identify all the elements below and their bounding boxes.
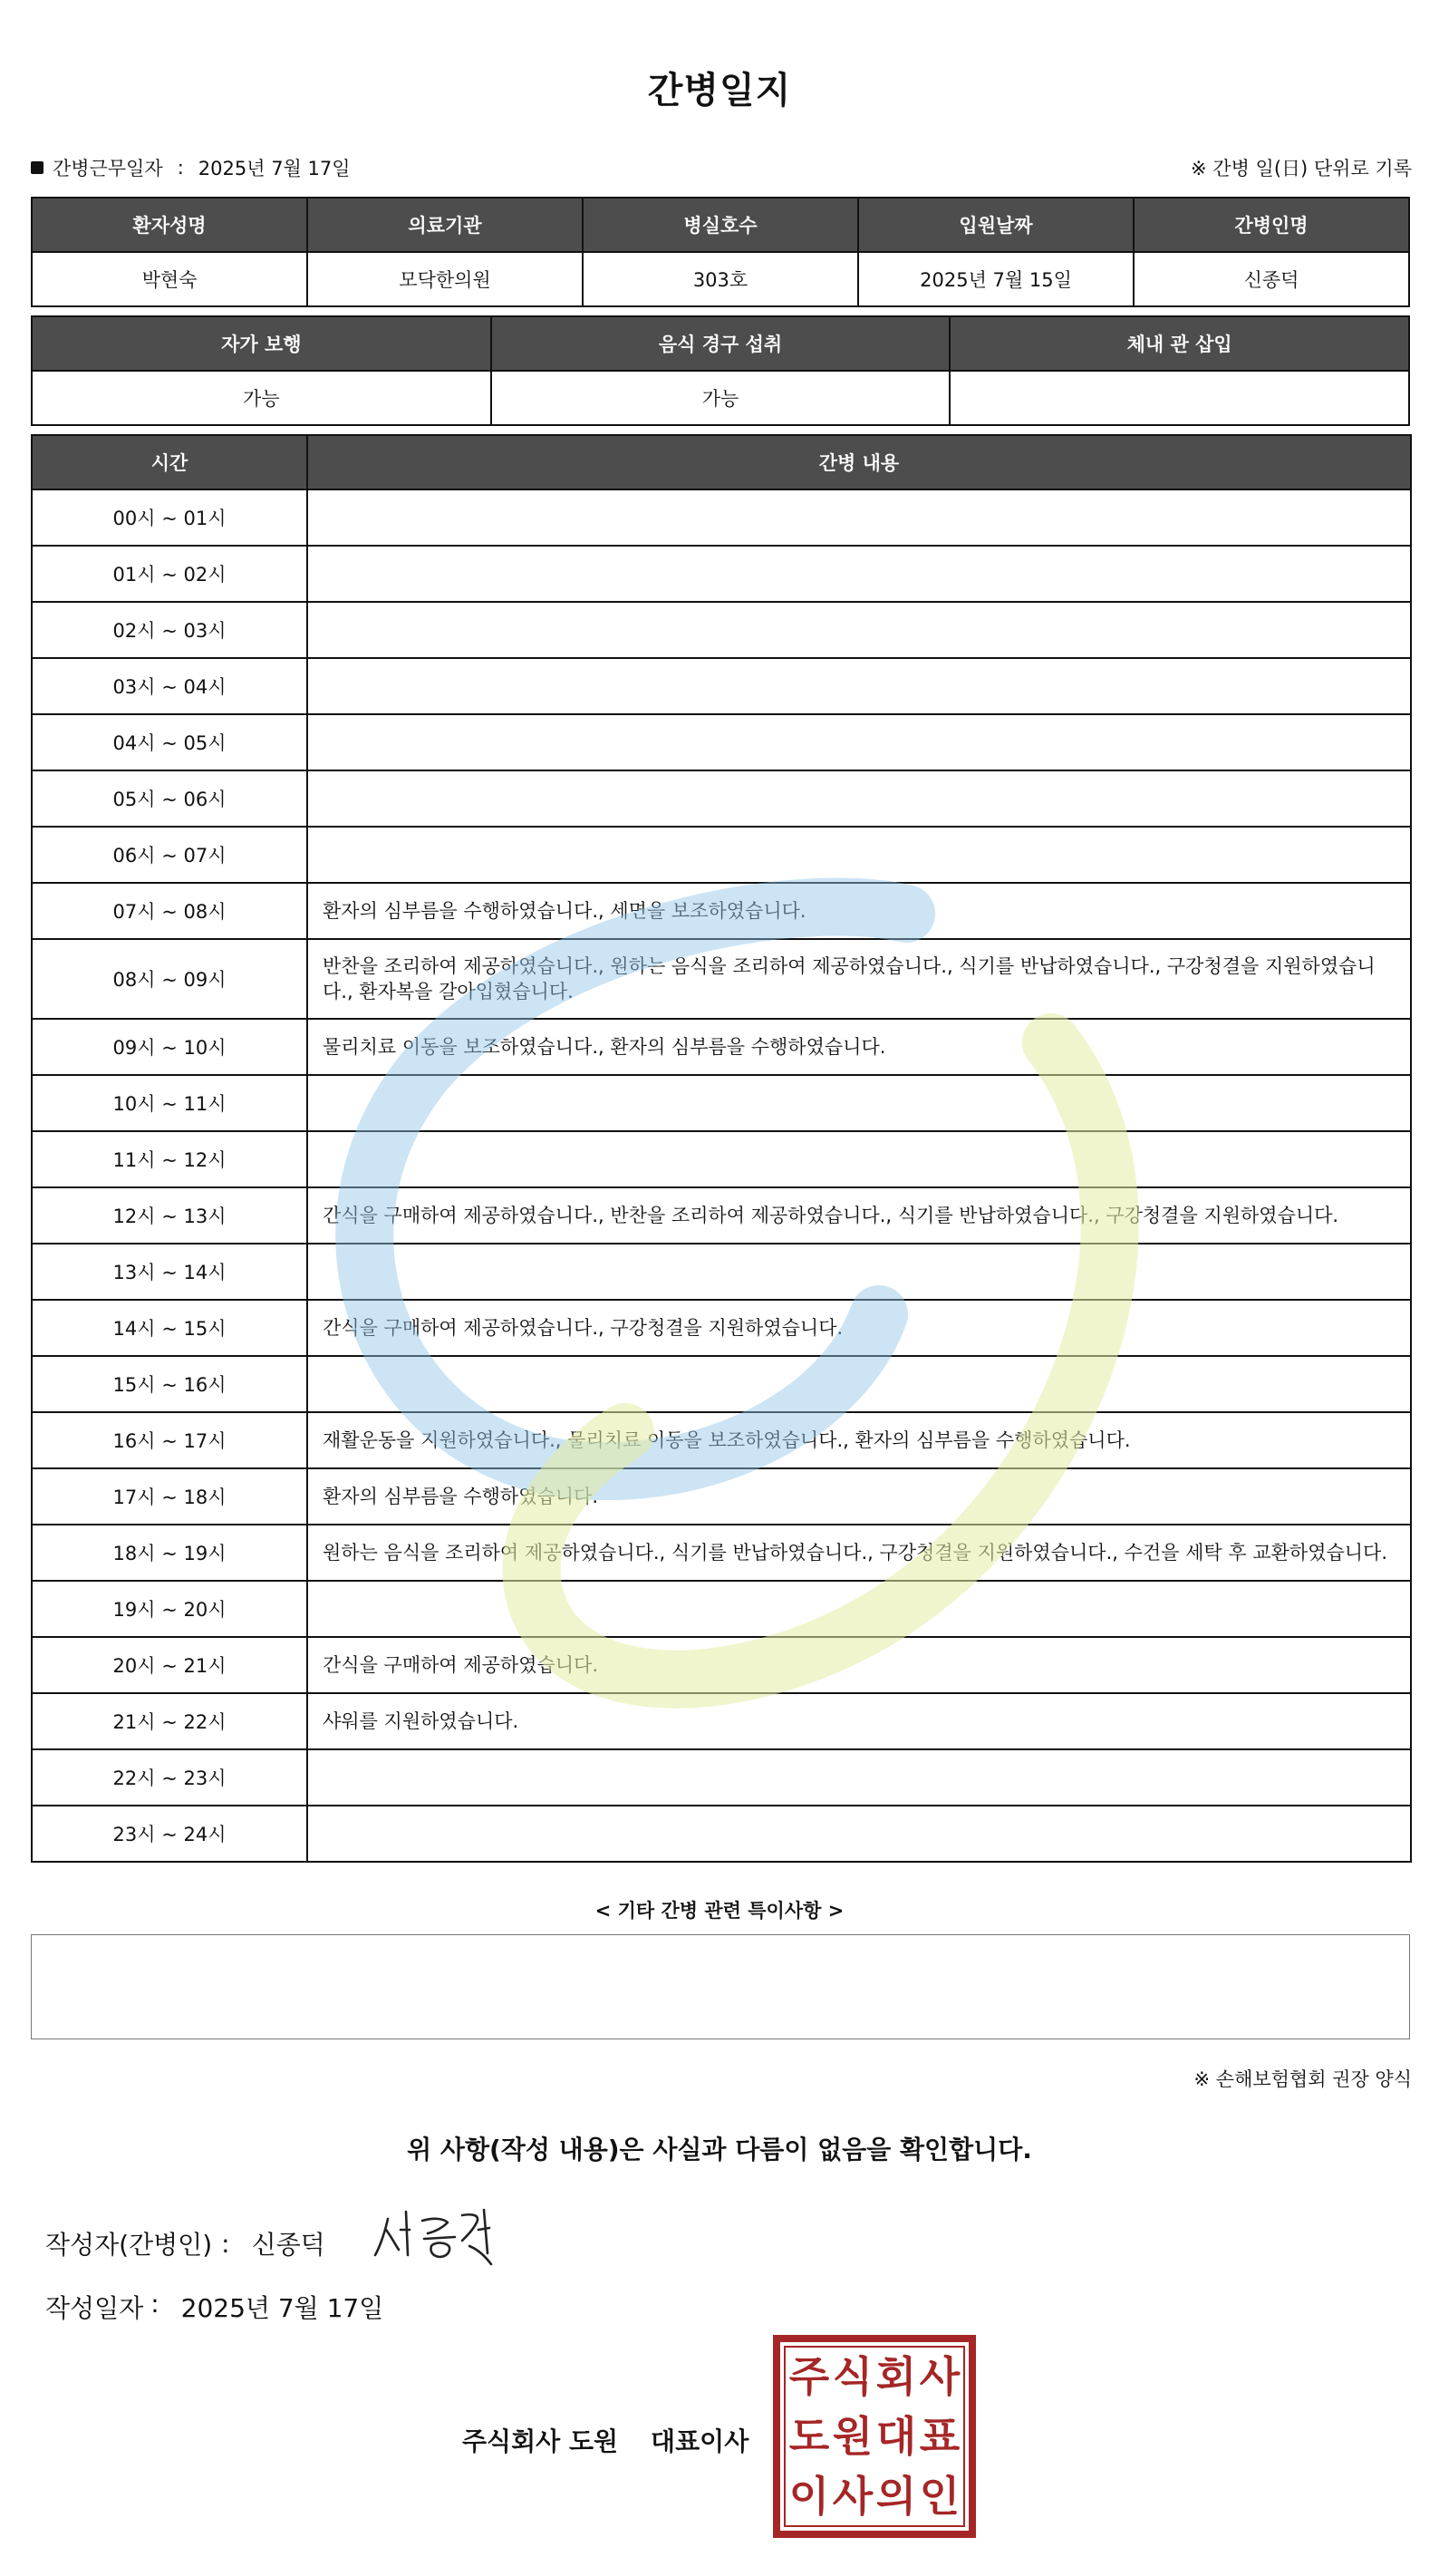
log-row [32, 939, 1411, 1019]
log-time: 10시 ~ 11시 [32, 1075, 307, 1131]
log-row [32, 658, 1411, 714]
written-date-colon: : [150, 2289, 159, 2319]
log-content: 반찬을 조리하여 제공하였습니다., 원하는 음식을 조리하여 제공하였습니다., 식기를 반납하였습니다., 구강청결을 지원하였습니다., 환자복을 갈아입혔습니다. [307, 939, 1411, 1019]
seal-character: 도 [788, 2412, 830, 2461]
log-content [307, 658, 1411, 714]
tube-insertion-status [950, 371, 1409, 425]
log-row [32, 602, 1411, 658]
log-time: 19시 ~ 20시 [32, 1581, 307, 1637]
log-content [307, 770, 1411, 827]
company-name: 주식회사 도원 [462, 2426, 619, 2456]
log-content [307, 602, 1411, 658]
info-value-row [32, 252, 1409, 306]
status-header-row [32, 316, 1409, 371]
log-content [307, 489, 1411, 546]
work-date-value: 2025년 7월 17일 [198, 158, 351, 179]
writer-line [45, 2225, 325, 2261]
log-row [32, 1806, 1411, 1862]
log-row [32, 1525, 1411, 1581]
log-content: 재활운동을 지원하였습니다., 물리치료 이동을 보조하였습니다., 환자의 심부름을 수행하였습니다. [307, 1412, 1411, 1468]
company-line [462, 2422, 748, 2458]
log-content [307, 714, 1411, 770]
info-header-cell: 환자성명 [32, 198, 307, 252]
log-time: 11시 ~ 12시 [32, 1131, 307, 1187]
seal-character: 대 [875, 2412, 917, 2461]
log-time: 02시 ~ 03시 [32, 602, 307, 658]
remarks-title: < 기타 간병 관련 특이사항 > [594, 1900, 845, 1922]
care-log-table [31, 434, 1412, 1863]
info-header-cell: 간병인명 [1134, 198, 1409, 252]
medical-institution: 모닥한의원 [307, 252, 583, 306]
status-header-cell: 자가 보행 [32, 316, 491, 371]
remarks-box [31, 1934, 1410, 2039]
log-row [32, 1131, 1411, 1187]
log-time: 00시 ~ 01시 [32, 489, 307, 546]
log-row [32, 546, 1411, 602]
page-title: 간병일지 [647, 70, 792, 111]
seal-character: 사 [919, 2352, 961, 2401]
content-header: 간병 내용 [307, 435, 1411, 489]
status-value-row [32, 371, 1409, 425]
log-time: 04시 ~ 05시 [32, 714, 307, 770]
seal-character: 사 [832, 2472, 874, 2521]
log-row [32, 714, 1411, 770]
seal-character: 이 [788, 2472, 830, 2521]
log-time: 07시 ~ 08시 [32, 883, 307, 939]
log-row [32, 1581, 1411, 1637]
square-bullet-icon [31, 161, 43, 174]
written-date-value: 2025년 7월 17일 [180, 2293, 384, 2323]
room-number: 303호 [583, 252, 858, 306]
representative-title: 대표이사 [651, 2426, 749, 2456]
log-content: 원하는 음식을 조리하여 제공하였습니다., 식기를 반납하였습니다., 구강청결을 지원하였습니다., 수건을 세탁 후 교환하였습니다. [307, 1525, 1411, 1581]
log-row [32, 770, 1411, 827]
seal-character: 회 [875, 2352, 917, 2401]
log-content: 환자의 심부름을 수행하였습니다., 세면을 보조하였습니다. [307, 883, 1411, 939]
oral-intake-status: 가능 [491, 371, 951, 425]
log-content [307, 546, 1411, 602]
log-content [307, 1131, 1411, 1187]
log-row [32, 1187, 1411, 1244]
log-row [32, 1749, 1411, 1806]
log-time: 16시 ~ 17시 [32, 1412, 307, 1468]
patient-status-table [31, 315, 1410, 426]
log-row [32, 1468, 1411, 1525]
log-row [32, 1412, 1411, 1468]
writer-label: 작성자(간병인) [45, 2230, 213, 2260]
log-content [307, 1244, 1411, 1300]
log-time: 20시 ~ 21시 [32, 1637, 307, 1693]
log-time: 08시 ~ 09시 [32, 939, 307, 1019]
caregiver-name: 신종덕 [1134, 252, 1409, 306]
log-time: 18시 ~ 19시 [32, 1525, 307, 1581]
seal-character: 식 [832, 2352, 874, 2401]
company-seal-stamp [773, 2335, 976, 2538]
log-content: 물리치료 이동을 보조하였습니다., 환자의 심부름을 수행하였습니다. [307, 1019, 1411, 1075]
admission-date: 2025년 7월 15일 [858, 252, 1134, 306]
self-walking-status: 가능 [32, 371, 491, 425]
log-time: 03시 ~ 04시 [32, 658, 307, 714]
info-header-cell: 의료기관 [307, 198, 583, 252]
log-time: 22시 ~ 23시 [32, 1749, 307, 1806]
info-header-row [32, 198, 1409, 252]
confirmation-statement: 위 사항(작성 내용)은 사실과 다름이 없음을 확인합니다. [407, 2135, 1032, 2164]
log-header-row [32, 435, 1411, 489]
log-time: 17시 ~ 18시 [32, 1468, 307, 1525]
log-row [32, 1019, 1411, 1075]
time-header: 시간 [32, 435, 307, 489]
log-row [32, 1244, 1411, 1300]
seal-character: 인 [919, 2472, 961, 2521]
log-content [307, 1075, 1411, 1131]
info-header-cell: 병실호수 [583, 198, 858, 252]
log-row [32, 1693, 1411, 1749]
log-content: 간식을 구매하여 제공하였습니다., 반찬을 조리하여 제공하였습니다., 식기를 반납하였습니다., 구강청결을 지원하였습니다. [307, 1187, 1411, 1244]
log-content: 간식을 구매하여 제공하였습니다. [307, 1637, 1411, 1693]
log-content: 샤워를 지원하였습니다. [307, 1693, 1411, 1749]
log-content: 간식을 구매하여 제공하였습니다., 구강청결을 지원하였습니다. [307, 1300, 1411, 1356]
log-time: 15시 ~ 16시 [32, 1356, 307, 1412]
log-time: 06시 ~ 07시 [32, 827, 307, 883]
log-row [32, 1637, 1411, 1693]
log-content [307, 1806, 1411, 1862]
log-row [32, 1075, 1411, 1131]
log-time: 23시 ~ 24시 [32, 1806, 307, 1862]
log-content [307, 1581, 1411, 1637]
log-row [32, 1356, 1411, 1412]
recommend-note: ※ 손해보험협회 권장 양식 [1193, 2068, 1412, 2090]
written-date-line [45, 2289, 383, 2325]
log-time: 21시 ~ 22시 [32, 1693, 307, 1749]
work-date-label: 간병근무일자 [53, 158, 163, 179]
log-content [307, 1749, 1411, 1806]
log-row [32, 883, 1411, 939]
log-content [307, 1356, 1411, 1412]
log-time: 09시 ~ 10시 [32, 1019, 307, 1075]
work-date [31, 154, 351, 181]
log-row [32, 489, 1411, 546]
log-time: 01시 ~ 02시 [32, 546, 307, 602]
writer-colon: : [221, 2228, 230, 2259]
patient-name: 박현숙 [32, 252, 307, 306]
unit-note: ※ 간병 일(日) 단위로 기록 [1191, 158, 1412, 179]
info-header-cell: 입원날짜 [858, 198, 1134, 252]
seal-character: 원 [832, 2412, 874, 2461]
log-time: 05시 ~ 06시 [32, 770, 307, 827]
writer-name: 신종덕 [251, 2230, 325, 2260]
log-time: 14시 ~ 15시 [32, 1300, 307, 1356]
status-header-cell: 체내 관 삽입 [950, 316, 1409, 371]
written-date-label: 작성일자 [45, 2293, 144, 2323]
log-content: 환자의 심부름을 수행하였습니다. [307, 1468, 1411, 1525]
log-row [32, 1300, 1411, 1356]
seal-character: 주 [788, 2352, 830, 2401]
seal-character: 표 [919, 2412, 961, 2461]
log-time: 12시 ~ 13시 [32, 1187, 307, 1244]
work-date-separator: : [177, 157, 184, 179]
status-header-cell: 음식 경구 섭취 [491, 316, 951, 371]
log-content [307, 827, 1411, 883]
seal-character: 의 [875, 2472, 917, 2521]
handwritten-signature [372, 2199, 507, 2271]
log-time: 13시 ~ 14시 [32, 1244, 307, 1300]
log-row [32, 827, 1411, 883]
patient-info-table [31, 197, 1410, 307]
